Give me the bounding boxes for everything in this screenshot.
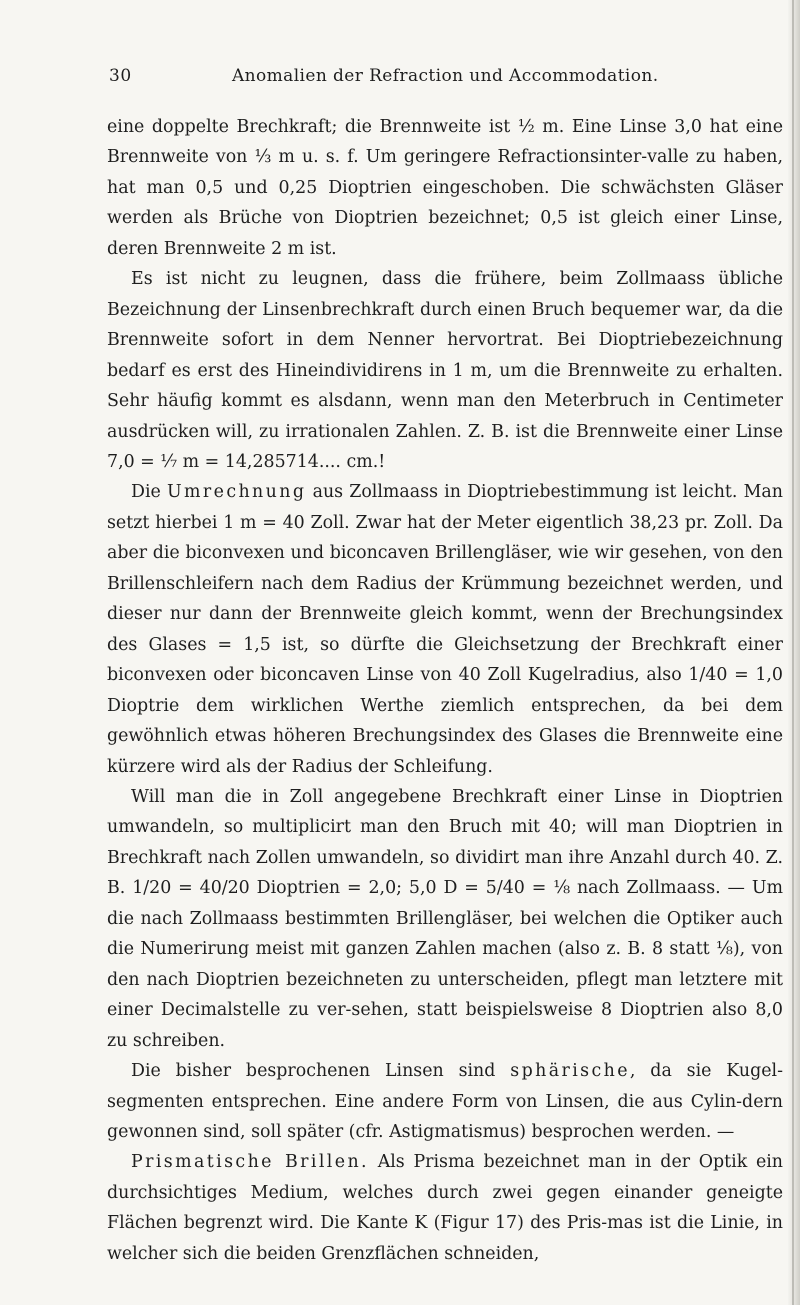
paragraph-5-lead: Die bisher besprochenen Linsen sind <box>131 1061 511 1082</box>
spaced-term-umrechnung: Umrechnung <box>166 482 307 503</box>
paragraph-4-text: Will man die in Zoll angegebene Brechkraft einer Linse in Dioptrien umwandeln, so multiplicirt man den Bruch mit 40; will man Dioptrien in Brechkraft nach Zollen umwandeln, so dividirt man ihre Anzahl durch 40. Z. B. 1/20 = 40/20 Dioptrien = 2,0; 5,0 D = 5/40 = ⅛ nach Zollmaass. — Um die nach Zollmaass bestimmten Brillengläser, bei welchen die Optiker auch die Numerirung meist mit ganzen Zahlen machen (also z. B. 8 statt ⅛), von den nach Dioptrien bezeichneten zu unterscheiden, pflegt man letztere mit einer Decimalstelle zu ver-sehen, statt beispielsweise 8 Dioptrien also 8,0 zu schreiben. <box>107 786 783 1051</box>
paragraph-4 <box>107 782 783 1056</box>
paragraph-6 <box>107 1147 783 1269</box>
page-number: 30 <box>109 66 132 86</box>
paragraph-1-text: eine doppelte Brechkraft; die Brennweite ist ½ m. Eine Linse 3,0 hat eine Brennweite von ⅓ m u. s. f. Um geringere Refractionsinter-valle zu haben, hat man 0,5 und 0,25 Dioptrien eingeschoben. Die schwächsten Gläser werden als Brüche von Dioptrien bezeichnet; 0,5 ist gleich einer Linse, deren Brennweite 2 m ist. <box>107 117 783 259</box>
paragraph-6-text: Als Prisma bezeichnet man in der Optik ein durchsichtiges Medium, welches durch zwei gegen einander geneigte Flächen begrenzt wird. Die Kante K (Figur 17) des Pris-mas ist die Linie, in welcher sich die beiden Grenzflächen schneiden, <box>107 1152 783 1264</box>
paragraph-3-text: aus Zollmaass in Dioptriebestimmung ist leicht. Man setzt hierbei 1 m = 40 Zoll. Zwar hat der Meter eigentlich 38,23 pr. Zoll. Da aber die biconvexen und biconcaven Brillengläser, wie wir gesehen, von den Brillenschleifern nach dem Radius der Krümmung bezeichnet werden, und dieser nur dann der Brennweite gleich kommt, wenn der Brechungsindex des Glases = 1,5 ist, so dürfte die Gleichsetzung der Brechkraft einer biconvexen oder biconcaven Linse von 40 Zoll Kugelradius, also 1/40 = 1,0 Dioptrie dem wirklichen Werthe ziemlich entsprechen, da bei dem gewöhnlich etwas höheren Brechungsindex des Glases die Brennweite eine kürzere wird als der Radius der Schleifung. <box>107 482 783 777</box>
paragraph-3 <box>107 477 783 782</box>
spaced-term-sphaerische: sphärische <box>510 1061 630 1082</box>
page-header <box>109 66 789 106</box>
paragraph-2-text: Es ist nicht zu leugnen, dass die frühere, beim Zollmaass übliche Bezeichnung der Linsenbrechkraft durch einen Bruch bequemer war, da die Brennweite sofort in dem Nenner hervortrat. Bei Dioptriebezeichnung bedarf es erst des Hineindividirens in 1 m, um die Brennweite zu erhalten. Sehr häufig kommt es alsdann, wenn man den Meterbruch in Centimeter ausdrücken will, zu irrationalen Zahlen. Z. B. ist die Brennweite einer Linse 7,0 = ⅐ m = 14,285714.... cm.! <box>107 269 783 472</box>
body-text <box>107 112 783 1269</box>
section-heading-prismatische-brillen: Prismatische Brillen. <box>131 1152 369 1173</box>
paragraph-2 <box>107 264 783 477</box>
running-title: Anomalien der Refraction und Accommodation. <box>232 66 659 86</box>
paragraph-3-lead: Die <box>131 482 167 503</box>
paragraph-1 <box>107 112 783 264</box>
paragraph-5-text: , da sie Kugel-segmenten entsprechen. Eine andere Form von Linsen, die aus Cylin-dern gewonnen sind, soll später (cfr. Astigmatismus) besprochen werden. — <box>107 1061 783 1142</box>
page-edge-shadow <box>788 0 800 1305</box>
page-edge-line <box>792 0 794 1305</box>
paragraph-5 <box>107 1056 783 1147</box>
